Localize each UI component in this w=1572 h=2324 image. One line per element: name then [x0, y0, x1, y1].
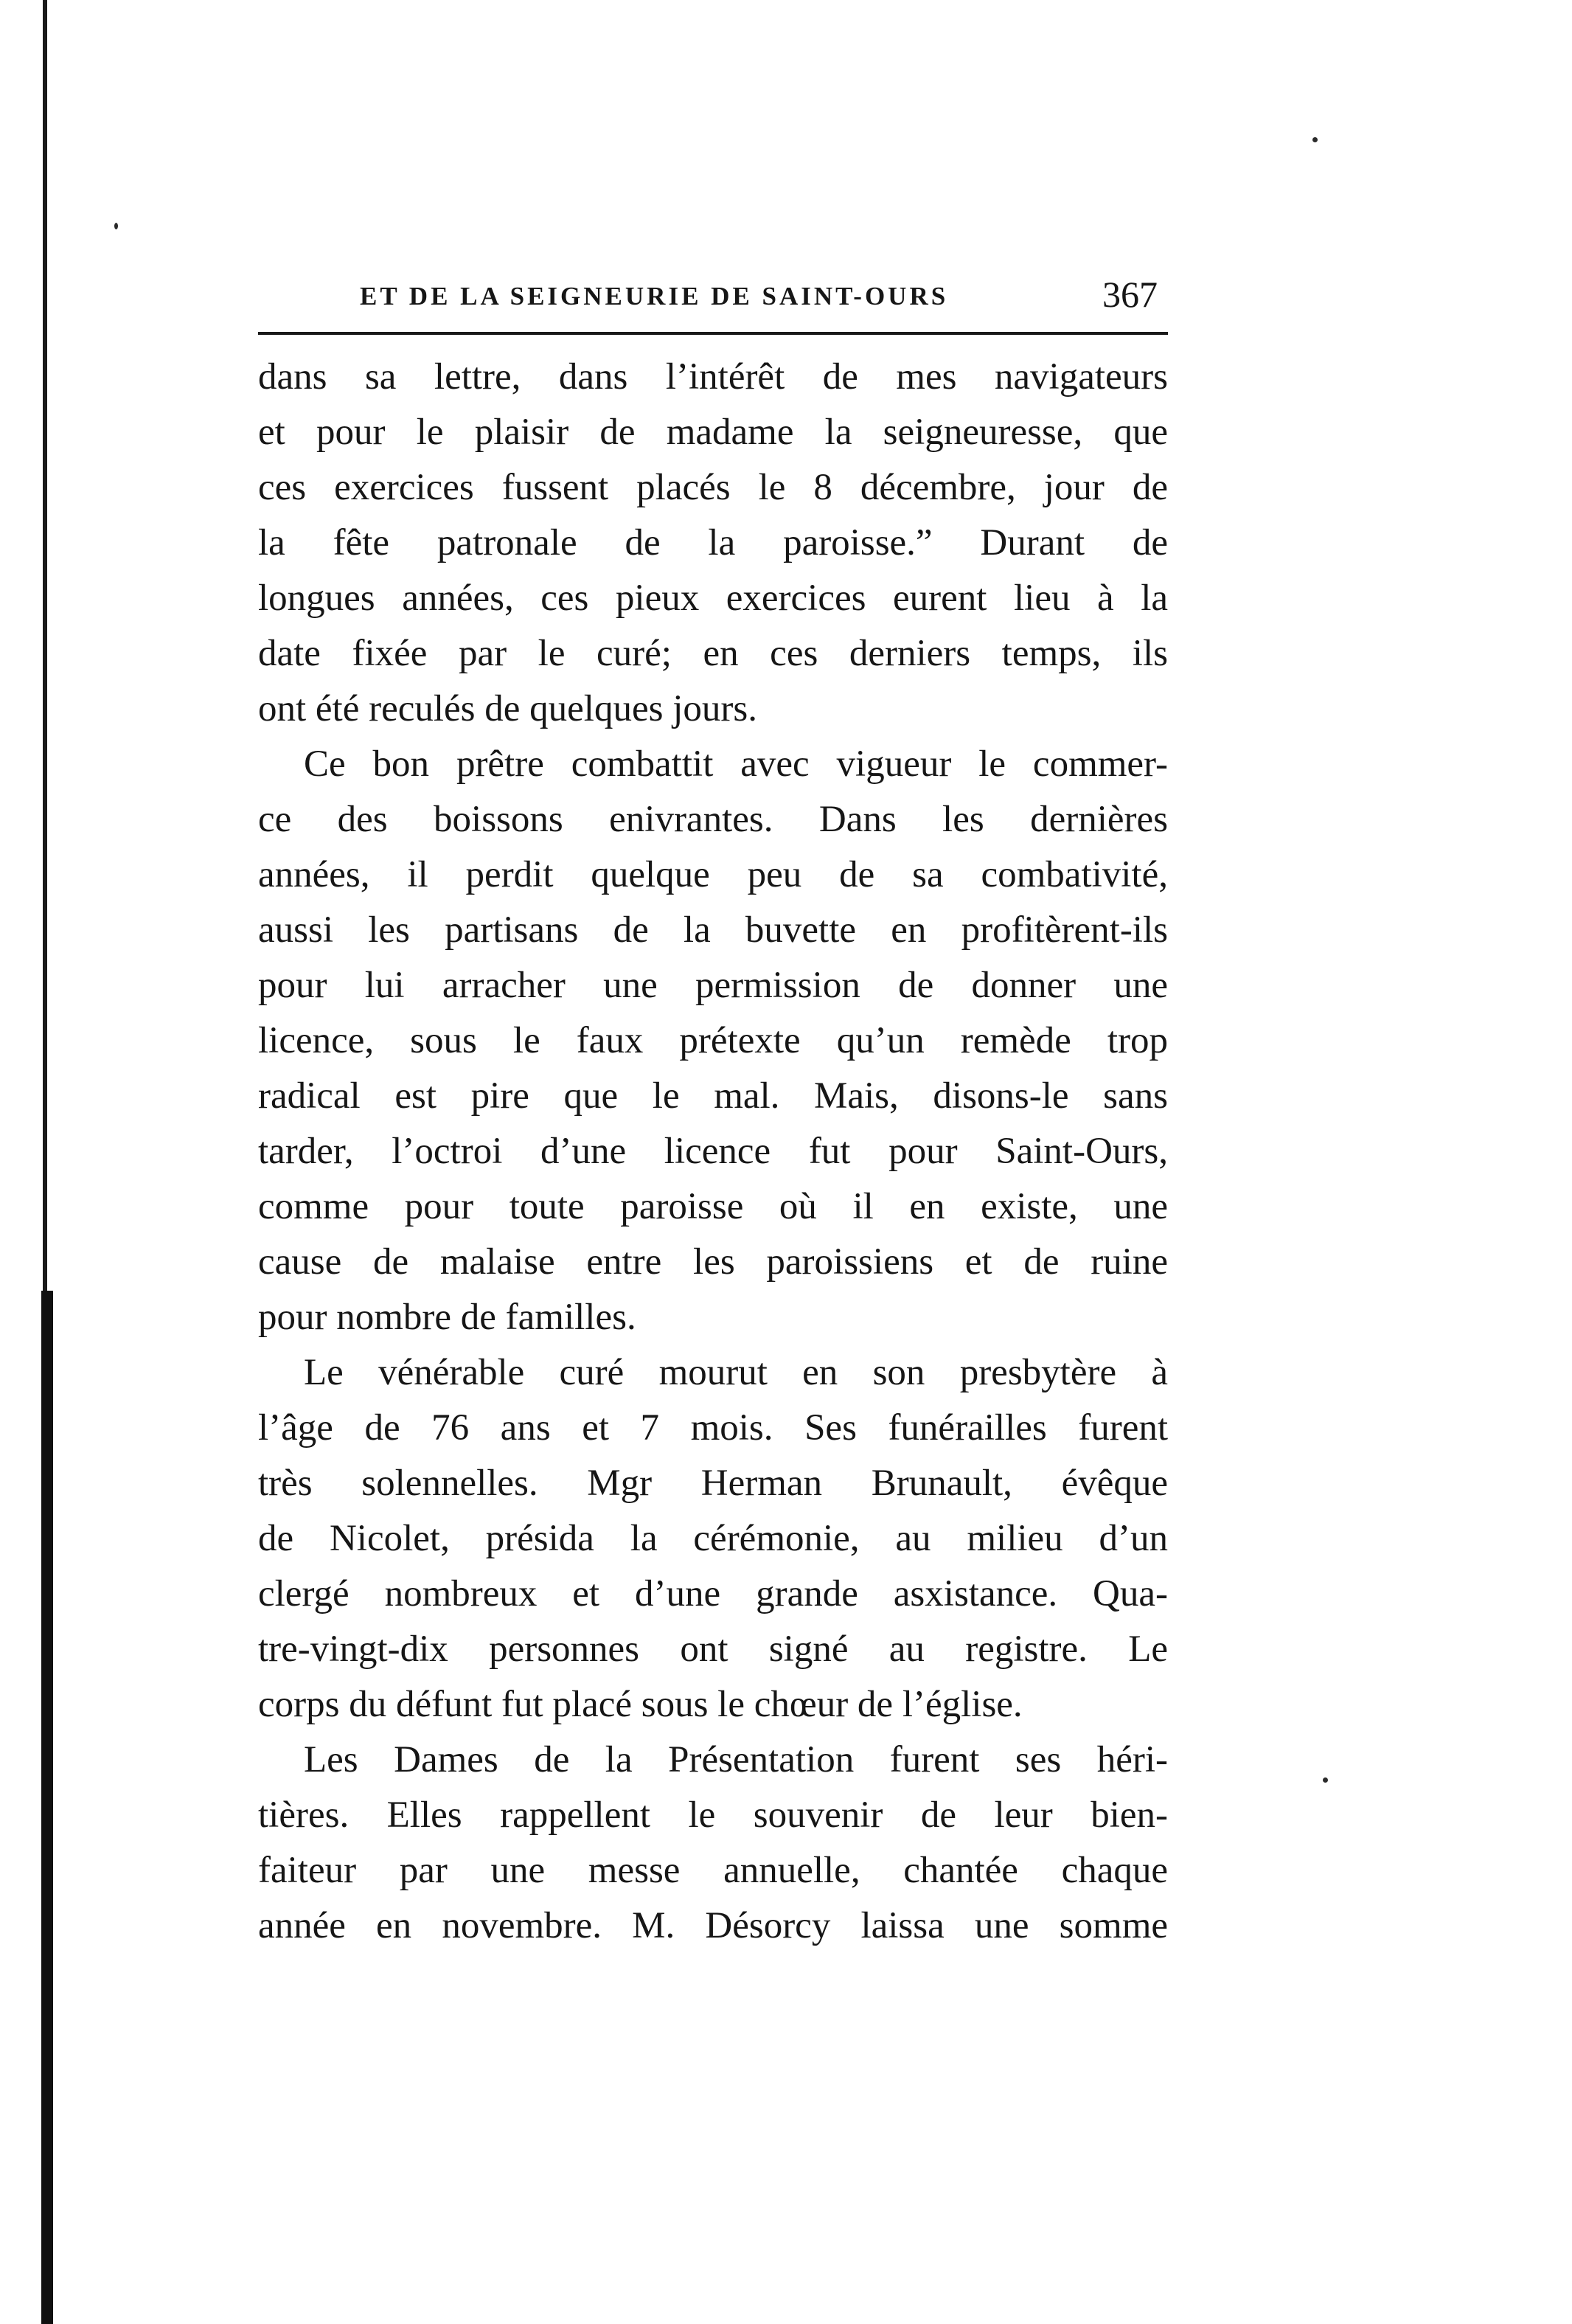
- scan-speck: [114, 223, 118, 229]
- text-line: tières. Elles rappellent le souvenir de leur bien-: [258, 1794, 1168, 1836]
- text-line: radical est pire que le mal. Mais, disons-le sans: [258, 1075, 1168, 1117]
- text-line: années, il perdit quelque peu de sa combativité,: [258, 854, 1168, 895]
- text-line: ce des boissons enivrantes. Dans les dernières: [258, 799, 1168, 840]
- running-head: [258, 273, 1168, 335]
- text-line: dans sa lettre, dans l’intérêt de mes navigateurs: [258, 356, 1168, 398]
- text-line: ont été reculés de quelques jours.: [258, 688, 757, 729]
- text-line: année en novembre. M. Désorcy laissa une somme: [258, 1905, 1168, 1946]
- paragraph: [258, 1732, 1168, 1954]
- text-line: faiteur par une messe annuelle, chantée chaque: [258, 1850, 1168, 1891]
- text-line: aussi les partisans de la buvette en profitèrent-ils: [258, 909, 1168, 951]
- text-line: très solennelles. Mgr Herman Brunault, évêque: [258, 1463, 1168, 1504]
- paragraph: [258, 737, 1168, 1345]
- text-line: la fête patronale de la paroisse.” Durant de: [258, 522, 1168, 563]
- scan-speck: [1312, 137, 1318, 142]
- text-line: comme pour toute paroisse où il en existe, une: [258, 1186, 1168, 1227]
- text-line: Le vénérable curé mourut en son presbytère à: [304, 1352, 1168, 1393]
- body-text: [258, 350, 1168, 1954]
- text-line: corps du défunt fut placé sous le chœur de l’église.: [258, 1684, 1023, 1725]
- text-line: licence, sous le faux prétexte qu’un remède trop: [258, 1020, 1168, 1061]
- scan-speck: [1323, 1777, 1328, 1783]
- text-line: cause de malaise entre les paroissiens et de ruine: [258, 1241, 1168, 1283]
- text-line: l’âge de 76 ans et 7 mois. Ses funérailles furent: [258, 1407, 1168, 1449]
- text-line: pour lui arracher une permission de donner une: [258, 965, 1168, 1006]
- text-line: Ce bon prêtre combattit avec vigueur le commer-: [304, 743, 1168, 785]
- text-line: clergé nombreux et d’une grande asxistance. Qua-: [258, 1573, 1168, 1614]
- text-line: Les Dames de la Présentation furent ses héri-: [304, 1739, 1168, 1780]
- paragraph: [258, 350, 1168, 737]
- text-line: tarder, l’octroi d’une licence fut pour Saint-Ours,: [258, 1131, 1168, 1172]
- page-number: 367: [1102, 274, 1158, 315]
- text-line: pour nombre de familles.: [258, 1297, 636, 1338]
- book-page: [258, 273, 1168, 1954]
- text-line: ces exercices fussent placés le 8 décembre, jour de: [258, 467, 1168, 508]
- page-binding-shadow: [41, 1291, 53, 2324]
- paragraph: [258, 1345, 1168, 1732]
- text-line: de Nicolet, présida la cérémonie, au milieu d’un: [258, 1518, 1168, 1559]
- text-line: date fixée par le curé; en ces derniers temps, ils: [258, 633, 1168, 674]
- text-line: tre-vingt-dix personnes ont signé au registre. Le: [258, 1628, 1168, 1670]
- text-line: et pour le plaisir de madame la seigneuresse, que: [258, 412, 1168, 453]
- running-title: ET DE LA SEIGNEURIE DE SAINT-OURS: [360, 282, 949, 311]
- text-line: longues années, ces pieux exercices eurent lieu à la: [258, 577, 1168, 619]
